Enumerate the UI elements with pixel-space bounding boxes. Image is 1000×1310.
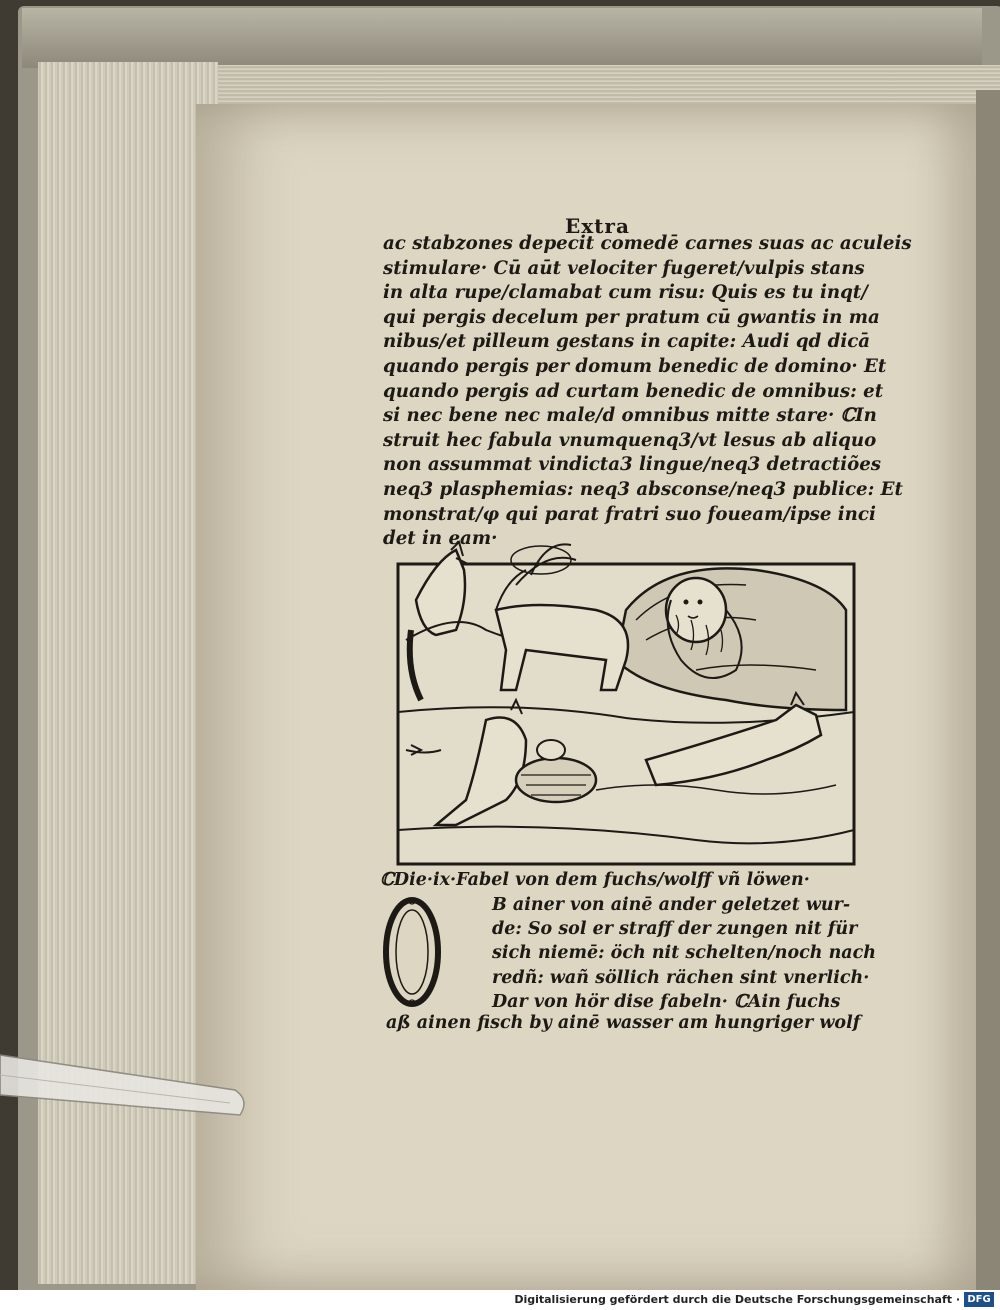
- german-line: B ainer von ainē ander geletzet wur-: [492, 895, 851, 915]
- latin-line: si nec bene nec male/d omnibus mitte stare· ℂIn: [383, 405, 877, 427]
- right-page-edge: [976, 90, 1000, 1290]
- german-last-line: aß ainen fisch by ainē wasser am hungriger wolf: [386, 1013, 861, 1033]
- latin-line: det in eam·: [383, 528, 498, 550]
- german-text-block: [492, 893, 877, 1014]
- latin-line: struit hec fabula vnumquenq3/vt lesus ab aliquo: [383, 429, 877, 451]
- latin-text-block: [383, 232, 912, 552]
- german-line: redñ: wañ söllich rächen sint vnerlich·: [492, 967, 870, 988]
- dfg-logo: DFG: [964, 1292, 994, 1307]
- latin-line: qui pergis decelum per pratum cū gwantis in ma: [383, 306, 880, 328]
- german-line: Dar von hör dise fabeln· ℂAin fuchs: [492, 991, 841, 1012]
- german-line: de: So sol er straff der zungen nit für: [492, 919, 858, 940]
- running-head: Extra: [565, 214, 630, 238]
- bookmark-strip: [0, 1035, 250, 1135]
- latin-line: quando pergis ad curtam benedic de omnibus: et: [383, 380, 884, 402]
- latin-line: neq3 plasphemias: neq3 absconse/neq3 publice: Et: [383, 478, 903, 500]
- footer-bar: [0, 1290, 1000, 1310]
- fable-heading: ℂDie·ix·Fabel von dem fuchs/wolff vñ löwen·: [380, 870, 810, 890]
- latin-line: nibus/et pilleum gestans in capite: Audi qd dicā: [383, 331, 871, 353]
- latin-line: quando pergis per domum benedic de domino· Et: [383, 355, 887, 377]
- latin-line: non assummat vindicta3 lingue/neq3 detractiões: [383, 454, 882, 476]
- latin-line: ac stabzones depecit comedē carnes suas ac aculeis: [383, 233, 912, 254]
- latin-line: stimulare· Cū aūt velociter fugeret/vulpis stans: [383, 257, 865, 279]
- woodcut-illustration: [396, 540, 856, 870]
- latin-line: monstrat/φ qui parat fratri suo foueam/ipse inci: [383, 503, 876, 525]
- german-line: sich niemē: öch nit schelten/noch nach: [492, 943, 877, 964]
- initial-letter-o: [380, 893, 444, 1011]
- cover-top-edge: [22, 8, 982, 68]
- latin-line: in alta rupe/clamabat cum risu: Quis es tu inqt/: [383, 282, 868, 304]
- footer-credit: Digitalisierung gefördert durch die Deutsche Forschungsgemeinschaft ·: [514, 1293, 960, 1306]
